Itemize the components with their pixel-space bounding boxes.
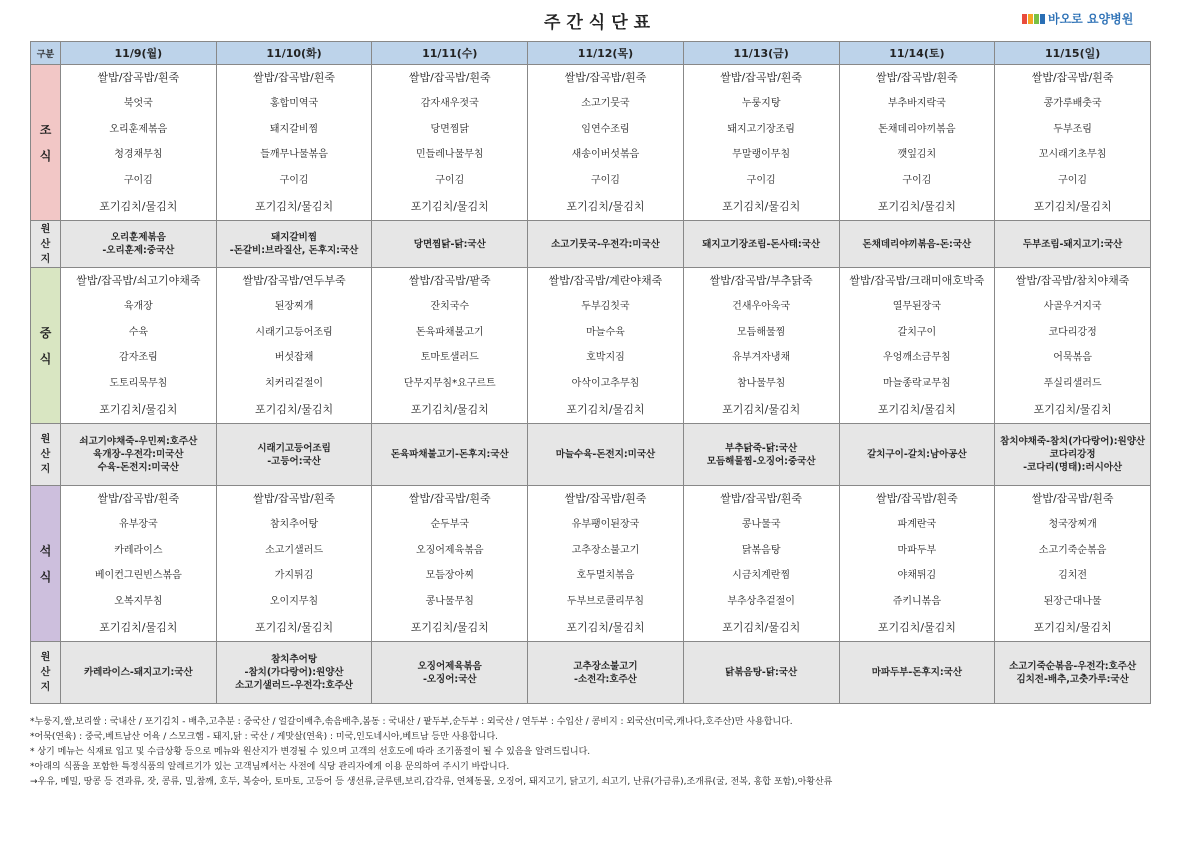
origin-line: 카레라이스-돼지고기:국산 [84,667,193,678]
menu-item: 베이컨그린빈스볶음 [94,570,182,582]
origin-cell [528,221,684,268]
menu-item: 김치전 [1058,570,1088,582]
origin-cell [839,221,995,268]
menu-item: 쌀밥/잡곡밥/참치야채죽 [1015,274,1130,287]
note-line: * 상기 메뉴는 식재료 입고 및 수급상황 등으로 메뉴와 원산지가 변경될 수 있으며 고객의 선호도에 따라 조기품절이 될 수 있음을 알려드립니다. [30,747,591,757]
menu-item: 구이김 [123,175,153,187]
menu-item: 어묵볶음 [1053,352,1092,364]
meal-label-char: 식 [39,148,52,163]
origin-line: 갈치구이-갈치:남아공산 [867,449,967,460]
origin-label [31,424,61,486]
menu-item: 쌀밥/잡곡밥/계란야채죽 [548,274,663,287]
menu-item: 유부장국 [119,518,158,530]
page-title: 주간식단표 [543,13,657,33]
menu-item: 포기김치/물김치 [255,402,334,416]
menu-item: 오징어제육볶음 [415,544,484,556]
menu-item: 카레라이스 [114,544,163,556]
menu-item: 포기김치/물김치 [99,620,178,634]
menu-item: 고추장소불고기 [571,544,640,556]
origin-cell [683,642,839,704]
menu-item: 콩나물국 [741,518,781,530]
menu-item: 우엉깨소금무침 [883,352,951,364]
menu-item: 단무지무침*요구르트 [403,378,496,390]
menu-item: 청경채무침 [114,149,163,161]
menu-item: 토마토샐러드 [420,352,479,364]
origin-line: 고추장소불고기 [573,660,638,672]
menu-item: 쌀밥/잡곡밥/흰죽 [720,71,803,84]
origin-label-char: 지 [40,253,51,265]
origin-cell [216,642,372,704]
menu-item: 갈치구이 [897,326,937,338]
origin-label-char: 지 [40,682,51,693]
menu-cell [61,486,217,642]
origin-line: -돈갈비:브라질산, 돈후지:국산 [229,245,359,256]
menu-item: 두부조림 [1053,123,1092,135]
weekly-menu-table [30,41,1151,704]
origin-cell [683,221,839,268]
menu-item: 포기김치/물김치 [410,199,489,213]
menu-cell [216,65,372,221]
meal-label-char: 중 [39,325,52,340]
menu-item: 포기김치/물김치 [722,402,801,416]
menu-cell [61,65,217,221]
meal-label-char: 식 [39,351,52,366]
breakfast-label [31,65,61,221]
origin-line: 돈채데리야끼볶음-돈:국산 [862,238,972,250]
menu-cell [683,486,839,642]
menu-item: 돈육파채불고기 [415,326,484,338]
menu-item: 청국장찌개 [1048,518,1097,530]
origin-cell [683,424,839,486]
menu-cell [528,65,684,221]
menu-item: 건새우아욱국 [732,300,791,312]
origin-label-char: 원 [40,223,51,235]
menu-cell [839,268,995,424]
day-header: 11/14(토) [839,42,995,65]
menu-item: 구이김 [435,175,465,187]
menu-item: 호박지짐 [586,352,625,364]
logo-text [1048,10,1133,27]
dinner-items-row [31,486,1151,642]
menu-item: 참치추어탕 [269,518,319,530]
logo-name: 바오로 [1048,12,1083,26]
menu-item: 새송이버섯볶음 [571,149,640,161]
menu-item: 돼지갈비찜 [269,123,319,135]
hospital-logo [1022,10,1133,27]
origin-line: 시래기고등어조림 [257,442,331,454]
origin-line: -참치(가다랑어):원양산 [244,667,344,678]
menu-item: 포기김치/물김치 [255,199,334,213]
menu-item: 호두멸치볶음 [576,570,635,582]
day-header: 11/9(월) [61,42,217,65]
menu-cell [372,268,528,424]
menu-item: 쌀밥/잡곡밥/흰죽 [408,492,491,505]
menu-item: 포기김치/물김치 [99,402,178,416]
menu-item: 마늘수육 [586,326,625,338]
origin-line: 수육-돈전지:미국산 [97,462,179,473]
day-header: 11/10(화) [216,42,372,65]
menu-item: 북엇국 [123,97,153,109]
menu-item: 도토리묵무침 [109,378,168,390]
origin-line: 모듬해물찜-오징어:중국산 [706,455,816,467]
menu-item: 포기김치/물김치 [99,199,178,213]
menu-item: 시금치계란찜 [732,570,791,582]
menu-item: 된장찌개 [274,300,314,312]
note-line: *어묵(연육) : 중국,베트남산 어육 / 스모크햄 - 돼지,닭 : 국산 / 게맛살(연육) : 미국,인도네시아,베트남 등만 사용합니다. [30,732,499,742]
menu-item: 쌀밥/잡곡밥/연두부죽 [242,274,346,287]
day-header: 11/11(수) [372,42,528,65]
menu-item: 포기김치/물김치 [722,620,801,634]
logo-mark-icon [1022,14,1045,24]
menu-item: 모듬장아찌 [425,570,474,582]
menu-item: 무말랭이무침 [732,149,791,161]
menu-item: 코다리강정 [1048,326,1097,338]
menu-item: 포기김치/물김치 [410,620,489,634]
origin-line: 오징어제육볶음 [417,660,482,672]
dinner-origin-row [31,642,1151,704]
menu-item: 잔치국수 [430,300,470,312]
origin-line: -오징어:국산 [422,673,477,685]
menu-cell [683,65,839,221]
day-header: 11/13(금) [683,42,839,65]
menu-item: 닭볶음탕 [741,544,781,556]
menu-cell [995,268,1151,424]
origin-cell [372,642,528,704]
menu-item: 임연수조림 [581,123,630,135]
menu-item: 육개장 [123,300,153,312]
origin-cell [372,424,528,486]
menu-item: 포기김치/물김치 [566,402,645,416]
menu-item: 쌀밥/잡곡밥/흰죽 [1031,71,1114,84]
menu-cell [839,65,995,221]
menu-body [31,65,1151,704]
menu-item: 포기김치/물김치 [410,402,489,416]
menu-item: 포기김치/물김치 [722,199,801,213]
menu-cell [995,486,1151,642]
day-header: 11/15(일) [995,42,1151,65]
origin-line: 소고기뭇국-우전각:미국산 [551,238,660,250]
menu-item: 모듬해물찜 [737,326,786,338]
menu-cell [216,268,372,424]
menu-item: 치커리겉절이 [265,378,324,390]
menu-cell [683,268,839,424]
menu-cell [216,486,372,642]
menu-item: 콩가루배춧국 [1043,97,1102,109]
origin-line: 참치추어탕 [271,654,317,665]
menu-item: 부추상추겉절이 [727,596,795,608]
menu-item: 홍합미역국 [269,97,319,109]
menu-item: 파계란국 [897,518,937,530]
origin-label-char: 산 [40,238,51,250]
menu-item: 포기김치/물김치 [877,402,956,416]
origin-cell [528,642,684,704]
menu-item: 소고기샐러드 [265,544,324,556]
menu-cell [528,486,684,642]
menu-item: 쌀밥/잡곡밥/흰죽 [253,71,335,84]
menu-item: 포기김치/물김치 [877,199,956,213]
origin-line: 두부조림-돼지고기:국산 [1022,238,1123,250]
origin-line: 마늘수육-돈전지:미국산 [555,449,656,460]
menu-item: 콩나물무침 [425,596,474,608]
origin-line: -고등어:국산 [267,455,321,467]
menu-item: 야채튀김 [897,570,937,582]
menu-item: 누룽지탕 [741,97,781,109]
menu-item: 두부김칫국 [581,300,630,312]
menu-item: 돼지고기장조림 [727,123,795,135]
origin-line: 당면찜닭-닭:국산 [413,238,486,250]
origin-label [31,221,61,268]
note-line: →우유, 메밀, 땅콩 등 견과류, 잣, 콩류, 밀,참깨, 호두, 복숭아, 토마토, 고등어 등 생선류,글루텐,보리,갑각류, 연체동물, 오징어, 돼지고기, 닭고기, 쇠고기, 난류(가금류),조개류(굴, 전복, 홍합 포함),아황산류 [30,777,833,787]
menu-item: 포기김치/물김치 [1033,402,1112,416]
menu-cell [528,268,684,424]
meal-label-char: 석 [39,543,52,558]
menu-cell [839,486,995,642]
menu-item: 가지튀김 [274,570,314,582]
origin-label-char: 지 [40,464,51,475]
menu-item: 순두부국 [430,518,470,530]
menu-item: 포기김치/물김치 [566,620,645,634]
note-line: *누룽지,쌀,보리쌀 : 국내산 / 포기김치 - 배추,고추분 : 중국산 / 얼갈이배추,솎음배추,봄동 : 국내산 / 팥두부,순두부 : 외국산 / 연두부 : 수입산 / 콩비지 : 외국산(미국,캐나다,호주산)만 사용합니다. [30,717,793,727]
meal-label-char: 조 [39,122,52,137]
menu-item: 푸실리샐러드 [1043,378,1102,390]
origin-label-char: 산 [40,667,51,678]
menu-item: 쌀밥/잡곡밥/부추닭죽 [709,274,813,287]
meal-label-char: 식 [39,569,52,584]
menu-item: 오복지무침 [114,596,163,608]
origin-label-char: 원 [40,434,51,445]
menu-item: 쌀밥/잡곡밥/흰죽 [97,71,180,84]
menu-item: 쌀밥/잡곡밥/흰죽 [253,492,335,505]
origin-line: -코다리(명태):러시아산 [1023,462,1123,473]
corner-label: 구분 [31,42,61,65]
origin-cell [839,642,995,704]
origin-line: 참치야채죽-참치(가다랑어):원양산 [1000,436,1146,447]
origin-cell [995,221,1151,268]
menu-item: 시래기고등어조림 [255,326,333,338]
menu-item: 버섯잡채 [274,352,314,364]
menu-item: 부추바지락국 [887,97,946,109]
menu-item: 돈채데리야끼볶음 [878,123,956,135]
origin-label-char: 원 [40,652,51,663]
menu-cell [372,486,528,642]
day-header: 11/12(목) [528,42,684,65]
menu-item: 포기김치/물김치 [877,620,956,634]
note-line: *아래의 식품을 포함한 특정식품의 알레르기가 있는 고객님께서는 사전에 식당 관리자에게 이용 문의하여 주시기 바랍니다. [30,762,510,772]
menu-item: 쌀밥/잡곡밥/팥죽 [408,274,491,287]
header-row [31,42,1151,65]
menu-item: 마파두부 [897,544,937,556]
menu-item: 구이김 [746,175,776,187]
menu-item: 쌀밥/잡곡밥/흰죽 [564,492,647,505]
origin-line: 돈육파채불고기-돈후지:국산 [390,449,509,460]
menu-item: 포기김치/물김치 [1033,620,1112,634]
origin-line: 쇠고기야채죽-우민찌:호주산 [79,436,198,447]
menu-item: 깻잎김치 [897,149,937,161]
origin-cell [839,424,995,486]
menu-item: 구이김 [279,175,309,187]
menu-item: 들깨무나물볶음 [260,149,328,161]
menu-item: 쌀밥/잡곡밥/크래미애호박죽 [849,274,985,287]
menu-item: 쌀밥/잡곡밥/흰죽 [408,71,491,84]
menu-item: 소고기죽순볶음 [1038,544,1107,556]
menu-cell [372,65,528,221]
menu-item: 꼬시래기초무침 [1038,149,1107,161]
origin-line: 부추닭죽-닭:국산 [725,442,798,454]
dinner-label [31,486,61,642]
menu-item: 민들레나물무침 [415,149,484,161]
menu-item: 아삭이고추무침 [571,378,640,390]
menu-item: 당면찜닭 [430,123,470,135]
menu-cell [61,268,217,424]
breakfast-origin-row [31,221,1151,268]
origin-line: 소고기죽순볶음-우전각:호주산 [1009,660,1137,672]
menu-item: 오리훈제볶음 [109,123,168,135]
lunch-items-row [31,268,1151,424]
origin-line: 오리훈제볶음 [110,232,166,243]
origin-line: 김치전-배추,고춧가루:국산 [1016,673,1129,685]
menu-item: 두부브로콜리무침 [566,596,645,608]
menu-item: 쌀밥/잡곡밥/흰죽 [1031,492,1114,505]
origin-cell [372,221,528,268]
origin-line: 소고기샐러드-우전각:호주산 [235,680,353,691]
menu-item: 쌀밥/잡곡밥/쇠고기야채죽 [76,274,201,287]
origin-label-char: 산 [40,449,51,460]
origin-line: -소전각:호주산 [574,673,637,685]
origin-cell [61,424,217,486]
menu-item: 쌀밥/잡곡밥/흰죽 [564,71,647,84]
lunch-label [31,268,61,424]
menu-item: 수육 [128,326,149,338]
origin-line: 코다리강정 [1049,449,1096,460]
origin-cell [61,642,217,704]
origin-cell [995,642,1151,704]
origin-line: 마파두부-돈후지:국산 [871,667,963,678]
origin-line: 돼지고기장조림-돈사태:국산 [702,238,821,250]
menu-item: 포기김치/물김치 [566,199,645,213]
menu-item: 감자새우젓국 [420,97,479,109]
menu-item: 열무된장국 [892,300,942,312]
menu-item: 오이지무침 [269,596,319,608]
menu-item: 마늘종락교무침 [883,378,951,390]
origin-cell [995,424,1151,486]
menu-cell [995,65,1151,221]
menu-item: 쌀밥/잡곡밥/흰죽 [97,492,180,505]
origin-cell [216,221,372,268]
menu-item: 감자조림 [119,352,158,364]
origin-line: -오리훈제:중국산 [102,245,175,256]
menu-item: 유부팽이된장국 [571,518,640,530]
notes [30,715,1170,790]
origin-cell [216,424,372,486]
menu-item: 쥬키니볶음 [892,596,942,608]
menu-item: 소고기뭇국 [581,97,630,109]
menu-item: 된장근대나물 [1043,596,1102,608]
origin-cell [528,424,684,486]
menu-item: 포기김치/물김치 [1033,199,1112,213]
menu-item: 포기김치/물김치 [255,620,334,634]
origin-cell [61,221,217,268]
origin-line: 닭볶음탕-닭:국산 [725,667,798,678]
origin-line: 육개장-우전각:미국산 [93,449,184,460]
breakfast-items-row [31,65,1151,221]
origin-line: 돼지갈비찜 [271,232,317,243]
menu-item: 참나물무침 [737,378,786,390]
logo-sub: 요양병원 [1086,12,1134,26]
menu-item: 쌀밥/잡곡밥/흰죽 [720,492,803,505]
menu-item: 구이김 [902,175,932,187]
menu-item: 쌀밥/잡곡밥/흰죽 [875,71,958,84]
menu-item: 유부겨자냉채 [732,352,791,364]
origin-label [31,642,61,704]
menu-item: 쌀밥/잡곡밥/흰죽 [875,492,958,505]
menu-item: 사골우거지국 [1043,300,1102,312]
lunch-origin-row [31,424,1151,486]
menu-item: 구이김 [1058,175,1088,187]
menu-item: 구이김 [590,175,620,187]
